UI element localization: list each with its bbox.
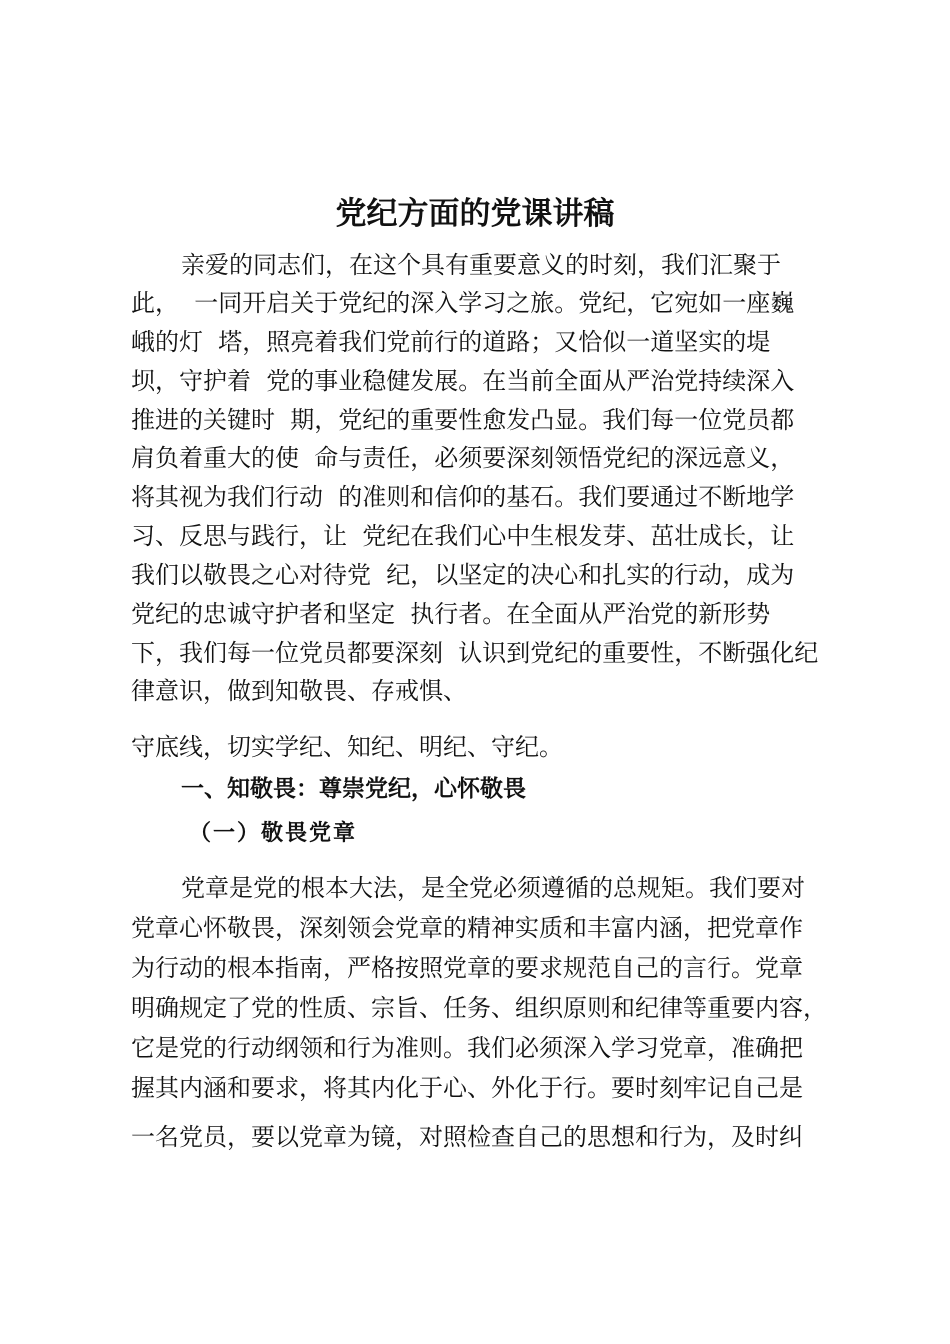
intro-line: 下，我们每一位党员都要深刻 认识到党纪的重要性，不断强化纪 (131, 639, 819, 667)
body-line: 党章心怀敬畏，深刻领会党章的精神实质和丰富内涵，把党章作 (131, 914, 803, 942)
body-line: 党章是党的根本大法，是全党必须遵循的总规矩。我们要对 (181, 874, 805, 902)
intro-line: 坝，守护着 党的事业稳健发展。在当前全面从严治党持续深入 (131, 367, 795, 395)
body-line: 握其内涵和要求，将其内化于心、外化于行。要时刻牢记自己是 (131, 1074, 803, 1102)
intro-line: 峨的灯 塔，照亮着我们党前行的道路；又恰似一道坚实的堤 (131, 328, 771, 356)
intro-line: 亲爱的同志们，在这个具有重要意义的时刻，我们汇聚于 (181, 251, 781, 279)
document-title: 党纪方面的党课讲稿 (335, 196, 615, 232)
intro-line: 习、反思与践行，让 党纪在我们心中生根发芽、茁壮成长，让 (131, 522, 795, 550)
body-line: 它是党的行动纲领和行为准则。我们必须深入学习党章，准确把 (131, 1034, 803, 1062)
intro-line: 此， 一同开启关于党纪的深入学习之旅。党纪，它宛如一座巍 (131, 289, 795, 317)
intro-line: 将其视为我们行动 的准则和信仰的基石。我们要通过不断地学 (131, 483, 795, 511)
body-line: 一名党员，要以党章为镜，对照检查自己的思想和行为，及时纠 (131, 1123, 803, 1151)
body-line: 为行动的根本指南，严格按照党章的要求规范自己的言行。党章 (131, 954, 803, 982)
intro-line: 律意识，做到知敬畏、存戒惧、 (131, 677, 467, 705)
section-heading: 一、知敬畏：尊崇党纪，心怀敬畏 (181, 776, 526, 802)
intro-line: 推进的关键时 期，党纪的重要性愈发凸显。我们每一位党员都 (131, 406, 795, 434)
intro-last-line: 守底线，切实学纪、知纪、明纪、守纪。 (131, 733, 563, 761)
body-line: 明确规定了党的性质、宗旨、任务、组织原则和纪律等重要内容， (131, 994, 827, 1022)
intro-line: 我们以敬畏之心对待党 纪，以坚定的决心和扎实的行动，成为 (131, 561, 795, 589)
intro-line: 肩负着重大的使 命与责任，必须要深刻领悟党纪的深远意义， (131, 444, 795, 472)
subsection-heading: （一）敬畏党章 (189, 821, 358, 846)
intro-line: 党纪的忠诚守护者和坚定 执行者。在全面从严治党的新形势 (131, 600, 771, 628)
